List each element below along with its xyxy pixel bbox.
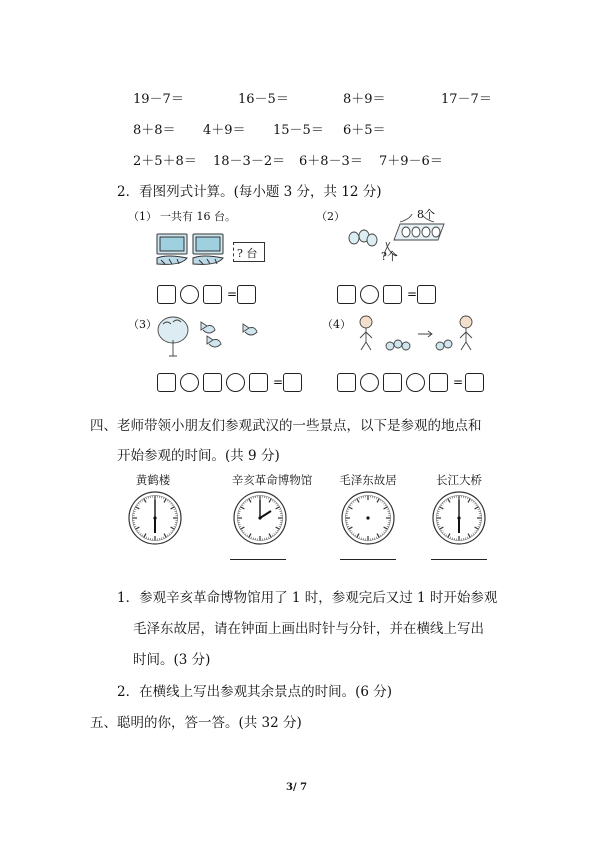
arith-item: 18－3－2＝ — [213, 154, 286, 169]
section-4-title-line2: 开始参观的时间。(共 9 分) — [117, 448, 280, 464]
unknown-label: ? 台 — [237, 247, 258, 260]
problem-3-number: （3） — [128, 318, 157, 331]
operator-circle[interactable] — [360, 285, 379, 304]
clock-face — [127, 490, 183, 546]
answer-box[interactable] — [249, 373, 268, 392]
arith-item: 19－7＝ — [133, 92, 184, 107]
section-4-q1-line2: 毛泽东故居，请在钟面上画出时针与分针，并在横线上写出 — [133, 621, 484, 637]
answer-box[interactable] — [383, 285, 402, 304]
answer-box[interactable] — [157, 285, 176, 304]
equals-sign: = — [453, 375, 464, 389]
arith-item: 17－7＝ — [441, 92, 492, 107]
arith-item: 4＋9＝ — [203, 123, 246, 138]
equals-sign: = — [227, 287, 238, 301]
answer-box[interactable] — [337, 373, 356, 392]
answer-box[interactable] — [429, 373, 448, 392]
clock-face — [431, 490, 487, 546]
unknown-label: ?个 — [381, 250, 398, 263]
answer-box[interactable] — [465, 373, 484, 392]
unknown-box — [233, 242, 265, 262]
section-4-title-line1: 四、老师带领小朋友们参观武汉的一些景点，以下是参观的地点和 — [90, 418, 482, 434]
arith-item: 6＋8－3＝ — [299, 154, 363, 169]
operator-circle[interactable] — [406, 373, 425, 392]
equals-sign: = — [273, 375, 284, 389]
answer-box[interactable] — [417, 285, 436, 304]
operator-circle[interactable] — [360, 373, 379, 392]
operator-circle[interactable] — [226, 373, 245, 392]
answer-line[interactable] — [230, 559, 286, 560]
arith-item: 7＋9－6＝ — [379, 154, 443, 169]
question-2-title: 2．看图列式计算。(每小题 3 分，共 12 分) — [117, 184, 382, 200]
answer-box[interactable] — [337, 285, 356, 304]
place-label: 长江大桥 — [436, 473, 482, 487]
place-label: 黄鹤楼 — [135, 473, 171, 487]
arith-item: 8＋9＝ — [343, 92, 386, 107]
place-label: 毛泽东故居 — [339, 473, 397, 487]
answer-box[interactable] — [237, 285, 256, 304]
section-4-q1-line1: 1．参观辛亥革命博物馆用了 1 时，参观完后又过 1 时开始参观 — [117, 590, 498, 606]
children-balloons-picture — [356, 312, 481, 360]
answer-line[interactable] — [340, 559, 396, 560]
answer-line[interactable] — [431, 559, 487, 560]
answer-box[interactable] — [203, 285, 222, 304]
count-label: 8个 — [417, 208, 435, 221]
operator-circle[interactable] — [180, 373, 199, 392]
problem-4-number: （4） — [322, 318, 351, 331]
section-5-title: 五、聪明的你，答一答。(共 32 分) — [90, 715, 302, 731]
arith-item: 6＋5＝ — [343, 123, 386, 138]
arith-item: 2＋5＋8＝ — [133, 154, 197, 169]
equals-sign: = — [407, 287, 418, 301]
problem-2-number: （2） — [316, 210, 345, 223]
arith-item: 15－5＝ — [273, 123, 324, 138]
operator-circle[interactable] — [180, 285, 199, 304]
arith-item: 8＋8＝ — [133, 123, 176, 138]
problem-1-caption: 一共有 16 台。 — [160, 210, 236, 223]
place-label: 辛亥革命博物馆 — [231, 473, 313, 487]
answer-box[interactable] — [283, 373, 302, 392]
arith-item: 16－5＝ — [238, 92, 289, 107]
answer-box[interactable] — [383, 373, 402, 392]
clock-face — [232, 490, 288, 546]
answer-box[interactable] — [157, 373, 176, 392]
tree-birds-picture — [155, 314, 275, 358]
section-4-q2: 2．在横线上写出参观其余景点的时间。(6 分) — [117, 684, 393, 700]
clock-face-blank[interactable] — [340, 490, 396, 546]
computers-picture — [155, 232, 233, 270]
page-number: 3/ 7 — [286, 782, 308, 793]
section-4-q1-line3: 时间。(3 分) — [133, 652, 211, 668]
problem-1-number: （1） — [128, 210, 157, 223]
answer-box[interactable] — [203, 373, 222, 392]
